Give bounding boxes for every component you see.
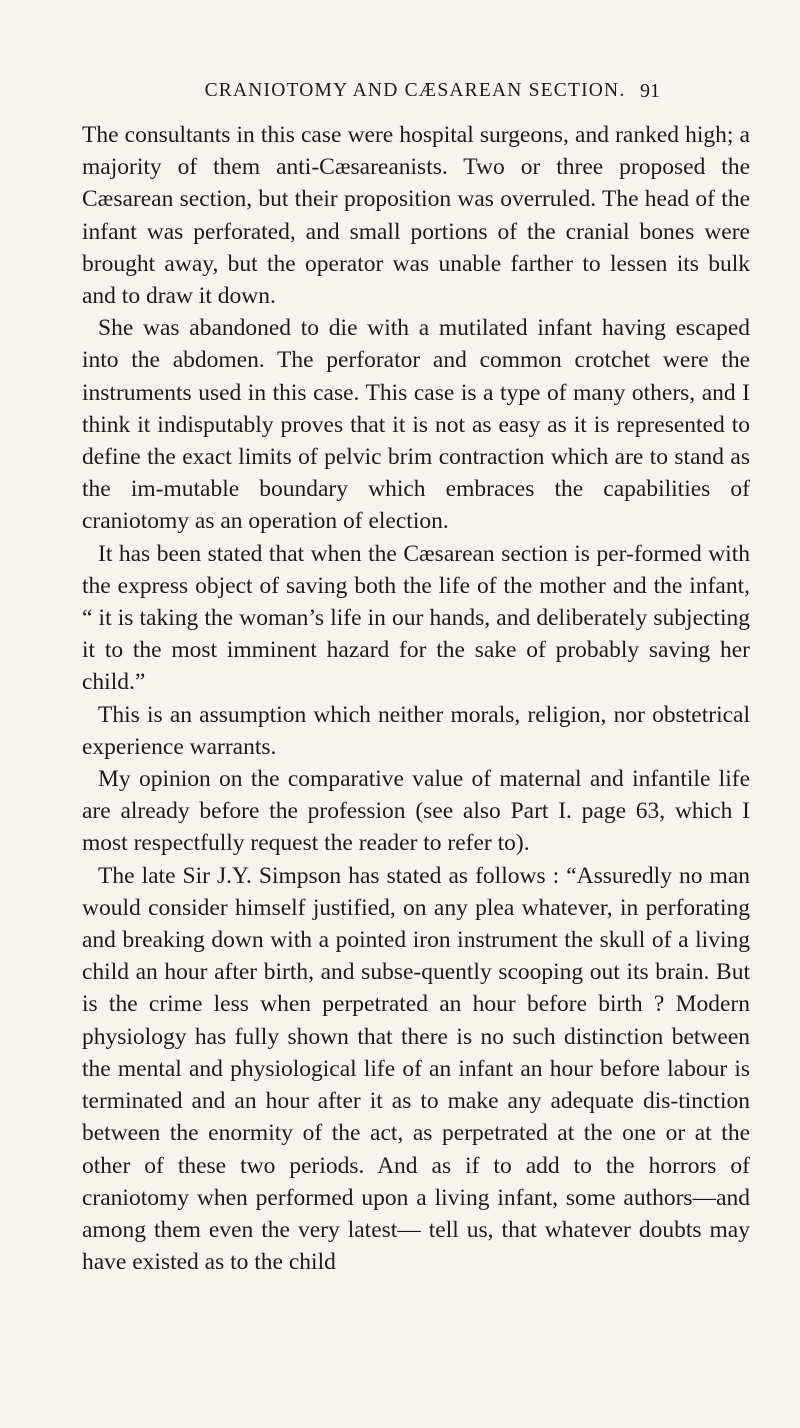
paragraph-3: It has been stated that when the Cæsarean section is per-formed with the express object of saving both the life of the mother and the infant, “ it is taking the woman’s life in our hands, and deliberately subjecting it to the most imminent hazard for the sake of probably saving her child.” — [82, 540, 750, 696]
body-text — [82, 119, 750, 1278]
paragraph-1: The consultants in this case were hospital surgeons, and ranked high; a majority of them anti-Cæsareanists. Two or three proposed the Cæsarean section, but their proposition was overruled. The head of the infant was perforated, and small portions of the cranial bones were brought away, but the operator was unable farther to lessen its bulk and to draw it down. — [82, 122, 750, 310]
running-head — [0, 80, 800, 110]
page-number: 91 — [640, 80, 660, 102]
paragraph-5: My opinion on the comparative value of maternal and infantile life are already before the profession (see also Part I. page 63, which I most respectfully request the reader to refer to). — [82, 766, 750, 857]
running-title: CRANIOTOMY AND CÆSAREAN SECTION. — [204, 80, 626, 101]
paragraph-2: She was abandoned to die with a mutilated infant having escaped into the abdomen. The perforator and common crotchet were the instruments used in this case. This case is a type of many others, and I think it indisputably proves that it is not as easy as it is represented to define the exact limits of pelvic brim contraction which are to stand as the im-mutable boundary which embraces the capabilities of craniotomy as an operation of election. — [82, 315, 750, 535]
paragraph-4: This is an assumption which neither morals, religion, nor obstetrical experience warrants. — [82, 701, 750, 760]
paragraph-6: The late Sir J.Y. Simpson has stated as follows : “Assuredly no man would consider himself justified, on any plea whatever, in perforating and breaking down with a pointed iron instrument the skull of a living child an hour after birth, and subse-quently scooping out its brain. But is the crime less when perpetrated an hour before birth ? Modern physiology has fully shown that there is no such distinction between the mental and physiological life of an infant an hour before labour is terminated and an hour after it as to make any adequate dis-tinction between the enormity of the act, as perpetrated at the one or at the other of these two periods. And as if to add to the horrors of craniotomy when performed upon a living infant, some authors—and among them even the very latest— tell us, that whatever doubts may have existed as to the child — [82, 862, 750, 1276]
